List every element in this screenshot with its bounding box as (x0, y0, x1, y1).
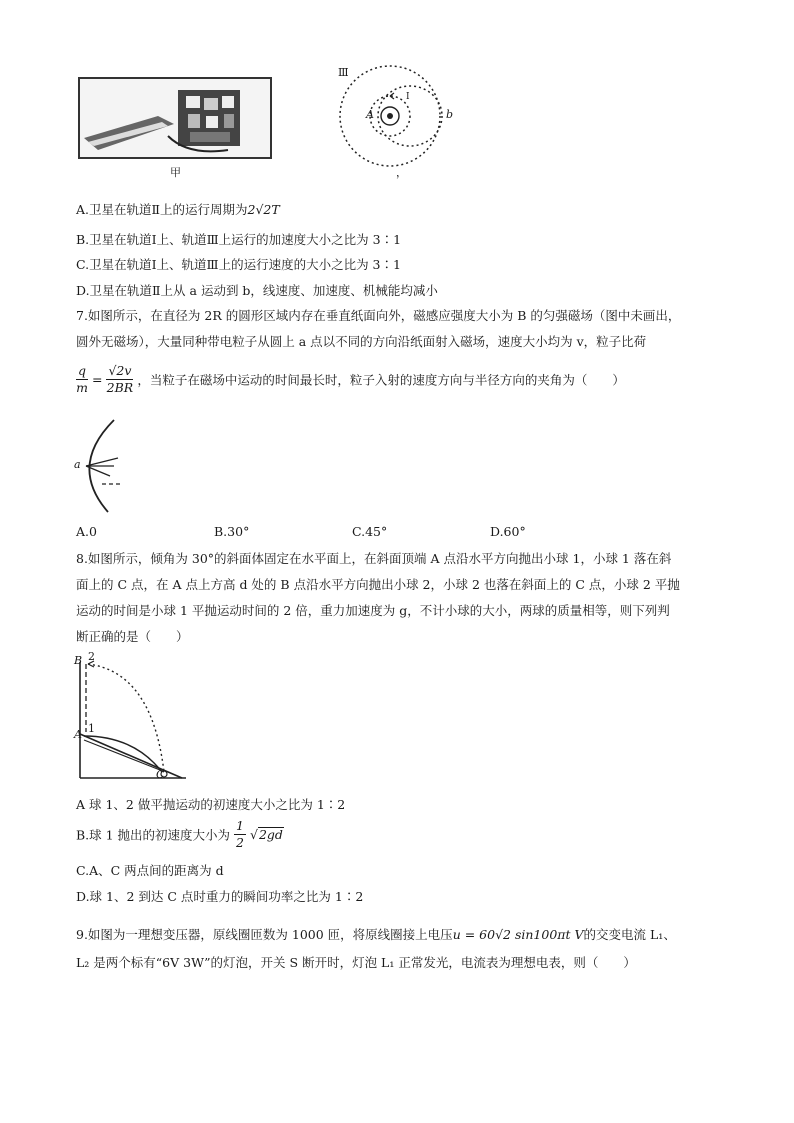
q8-line-3: 运动的时间是小球 1 平抛运动时间的 2 倍，重力加速度为 g，不计小球的大小，两球的质量相等，则下列判 (76, 603, 670, 618)
q7-option-d: D.60° (490, 524, 526, 539)
orbit-label-a: A (366, 108, 374, 121)
figure-yi-caption: ， (396, 166, 407, 179)
q6-option-b: B.卫星在轨道Ⅰ上、轨道Ⅲ上运行的加速度大小之比为 3∶1 (76, 232, 402, 247)
q8-figure-label-a: A (74, 728, 82, 741)
q8-line-4: 断正确的是（ ） (76, 629, 189, 644)
q9-line-2: L₂ 是两个标有“6V 3W”的灯泡，开关 S 断开时，灯泡 L₁ 正常发光，电流表为理想电表，则（ ） (76, 955, 636, 970)
q7-option-c: C.45° (352, 524, 388, 539)
figure-orbits (332, 64, 462, 184)
q7-line-1: 7.如图所示，在直径为 2R 的圆形区域内存在垂直纸面向外，磁感应强度大小为 B 的匀强磁场（图中未画出， (76, 308, 681, 323)
q7-line-2: 圆外无磁场），大量同种带电粒子从圆上 a 点以不同的方向沿纸面射入磁场，速度大小均为 v，粒子比荷 (76, 334, 647, 349)
orbit-label-b: b (446, 108, 454, 121)
figure-jia-caption: 甲 (170, 166, 181, 179)
q6-option-d: D.卫星在轨道Ⅱ上从 a 运动到 b，线速度、加速度、机械能均减小 (76, 283, 438, 298)
q7-frac-rhs: $\frac{√2v}{2BR}$ (106, 363, 134, 395)
figure-q8 (74, 652, 190, 782)
q8-figure-label-1: 1 (88, 722, 95, 735)
q7-frac-lhs: $\frac{q}{m}$ (76, 363, 88, 395)
q6-option-a-math: 2√2T (247, 202, 280, 217)
q8-option-b-sqrt: 2gd (258, 827, 283, 842)
q8-option-a: A 球 1、2 做平抛运动的初速度大小之比为 1∶2 (76, 797, 346, 812)
figure-jia (78, 76, 274, 179)
q6-option-a: A.卫星在轨道Ⅱ上的运行周期为2√2T (76, 202, 280, 217)
q8-figure-label-c: C (156, 768, 165, 781)
q9-line-1: 9.如图为一理想变压器，原线圈匝数为 1000 匝，将原线圈接上电压u = 60√2 sin100πt V的交变电流 L₁、 (76, 927, 676, 942)
q7-options (76, 524, 716, 542)
q7-line-3: $\frac{q}{m}$ = $\frac{√2v}{2BR}$ ，当粒子在磁场中运动的时间最长时，粒子入射的速度方向与半径方向的夹角为（ ） (76, 363, 625, 395)
q7-option-b: B.30° (214, 524, 250, 539)
q8-option-b-frac: $\frac{1}{2}$ (236, 818, 244, 850)
q8-figure-label-b: B (74, 654, 83, 667)
q7-figure-label-a: a (74, 458, 81, 471)
q8-figure-label-2: 2 (88, 650, 95, 663)
orbit-label-3: Ⅲ (338, 66, 349, 79)
q8-line-2: 面上的 C 点，在 A 点上方高 d 处的 B 点沿水平方向抛出小球 2，小球 2 也落在斜面上的 C 点，小球 2 平抛 (76, 577, 680, 592)
q6-option-c: C.卫星在轨道Ⅰ上、轨道Ⅲ上的运行速度的大小之比为 3∶1 (76, 257, 401, 272)
q8-option-d: D.球 1、2 到达 C 点时重力的瞬间功率之比为 1∶2 (76, 889, 364, 904)
q7-option-a: A.0 (76, 524, 97, 539)
q8-option-b: B.球 1 抛出的初速度大小为 $\frac{1}{2}$ √2gd (76, 818, 283, 850)
q8-option-c: C.A、C 两点间的距离为 d (76, 863, 224, 878)
q8-line-1: 8.如图所示，倾角为 30°的斜面体固定在水平面上，在斜面顶端 A 点沿水平方向抛出小球 1，小球 1 落在斜 (76, 551, 672, 566)
figure-q7 (74, 418, 164, 514)
q9-voltage-formula: u = 60√2 sin100πt V (452, 927, 584, 942)
orbit-label-1: Ⅰ (406, 92, 410, 102)
